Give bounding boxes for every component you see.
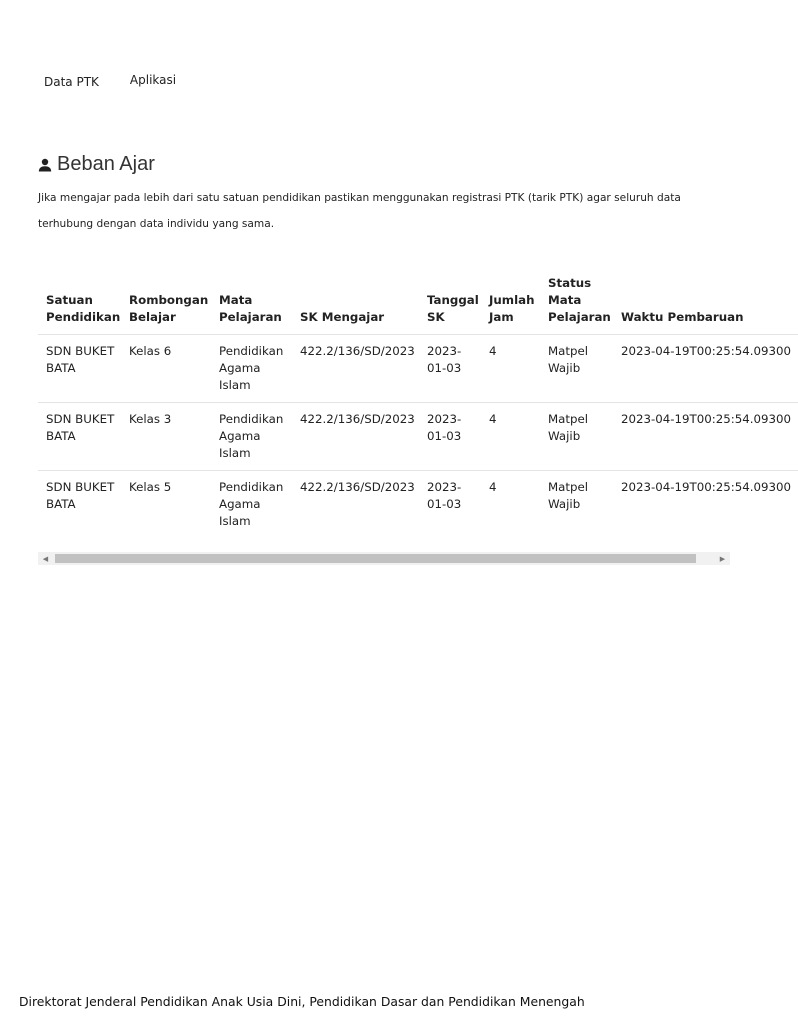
- section-title-text: Beban Ajar: [57, 153, 155, 175]
- cell-tanggal: 2023-01-03: [419, 470, 481, 538]
- cell-status: Matpel Wajib: [540, 402, 613, 470]
- section-title: [38, 153, 155, 176]
- tab-data-ptk[interactable]: Data PTK: [44, 75, 99, 89]
- col-header-rombel[interactable]: Rombongan Belajar: [129, 292, 209, 324]
- user-icon: [38, 158, 52, 172]
- col-header-status[interactable]: Status Mata Pelajaran: [548, 275, 611, 324]
- scroll-right-arrow-icon[interactable]: ▶: [719, 554, 726, 563]
- cell-tanggal: 2023-01-03: [419, 334, 481, 402]
- cell-mapel: Pendidikan Agama Islam: [211, 402, 292, 470]
- top-nav: [44, 73, 176, 89]
- cell-satuan: SDN BUKET BATA: [38, 470, 121, 538]
- cell-waktu: 2023-04-19T00:25:54.09300: [613, 334, 798, 402]
- cell-jam: 4: [481, 334, 540, 402]
- col-header-mapel[interactable]: Mata Pelajaran: [219, 292, 282, 324]
- footer-text: Direktorat Jenderal Pendidikan Anak Usia Dini, Pendidikan Dasar dan Pendidikan Menengah: [19, 994, 585, 1009]
- col-header-tanggal[interactable]: Tanggal SK: [427, 292, 479, 324]
- cell-satuan: SDN BUKET BATA: [38, 402, 121, 470]
- cell-rombel: Kelas 5: [121, 470, 211, 538]
- cell-satuan: SDN BUKET BATA: [38, 334, 121, 402]
- table-row: [38, 470, 798, 538]
- scroll-left-arrow-icon[interactable]: ◀: [42, 554, 49, 563]
- scrollbar-thumb[interactable]: [55, 554, 696, 563]
- table-row: [38, 334, 798, 402]
- col-header-jam[interactable]: Jumlah Jam: [489, 292, 535, 324]
- col-header-satuan[interactable]: Satuan Pendidikan: [46, 292, 121, 324]
- cell-tanggal: 2023-01-03: [419, 402, 481, 470]
- beban-ajar-table-container[interactable]: [38, 272, 792, 538]
- cell-waktu: 2023-04-19T00:25:54.09300: [613, 470, 798, 538]
- cell-jam: 4: [481, 470, 540, 538]
- cell-mapel: Pendidikan Agama Islam: [211, 470, 292, 538]
- cell-mapel: Pendidikan Agama Islam: [211, 334, 292, 402]
- cell-sk: 422.2/136/SD/2023: [292, 402, 419, 470]
- col-header-sk[interactable]: SK Mengajar: [300, 309, 385, 324]
- col-header-waktu[interactable]: Waktu Pembaruan: [621, 309, 744, 324]
- cell-rombel: Kelas 3: [121, 402, 211, 470]
- cell-status: Matpel Wajib: [540, 334, 613, 402]
- table-header-row: [38, 272, 798, 334]
- table-row: [38, 402, 798, 470]
- cell-jam: 4: [481, 402, 540, 470]
- cell-sk: 422.2/136/SD/2023: [292, 334, 419, 402]
- beban-ajar-table: [38, 272, 798, 538]
- cell-status: Matpel Wajib: [540, 470, 613, 538]
- cell-sk: 422.2/136/SD/2023: [292, 470, 419, 538]
- section-description: Jika mengajar pada lebih dari satu satuan pendidikan pastikan menggunakan registrasi PTK (tarik PTK) agar seluruh data terhubung dengan data individu yang sama.: [38, 192, 681, 230]
- cell-rombel: Kelas 6: [121, 334, 211, 402]
- tab-aplikasi[interactable]: Aplikasi: [129, 73, 177, 87]
- cell-waktu: 2023-04-19T00:25:54.09300: [613, 402, 798, 470]
- table-horizontal-scrollbar[interactable]: [38, 552, 730, 565]
